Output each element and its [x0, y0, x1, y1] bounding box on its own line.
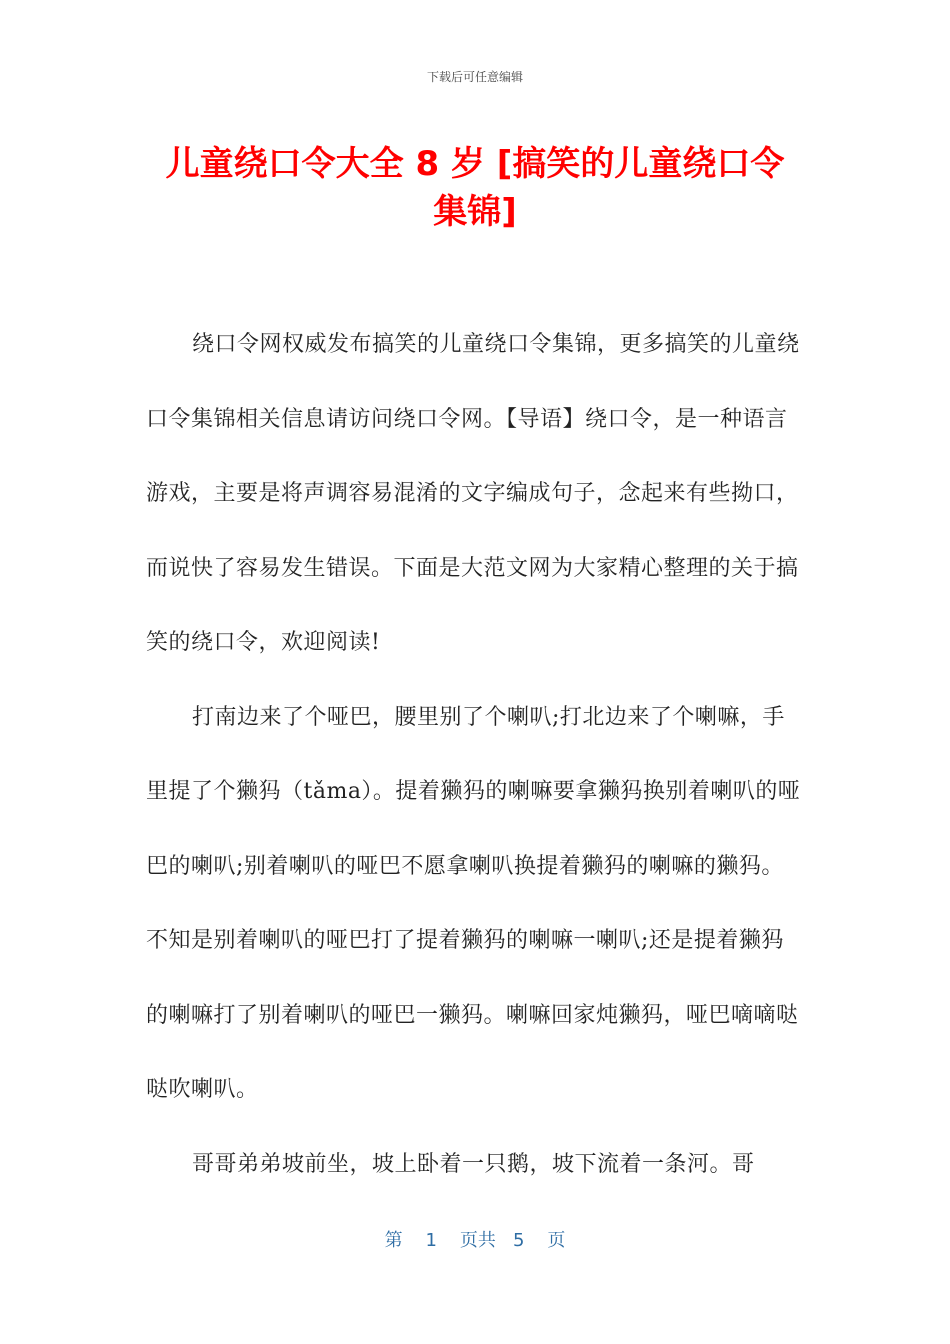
footer-current-page: 1	[425, 1230, 437, 1251]
header-note: 下载后可任意编辑	[426, 70, 523, 84]
paragraph-tongue-twister-2: 哥哥弟弟坡前坐，坡上卧着一只鹅，坡下流着一条河。哥	[192, 1151, 755, 1177]
page-footer	[0, 1226, 950, 1252]
footer-prefix: 第	[384, 1230, 403, 1251]
document-title: 儿童绕口令大全 8 岁 [搞笑的儿童绕口令集锦]	[165, 144, 785, 232]
paragraph-tongue-twister-1: 打南边来了个哑巴，腰里别了个喇叭;打北边来了个喇嘛，手里提了个獭犸（tǎma）。提着獭犸的喇嘛要拿獭犸换别着喇叭的哑巴的喇叭;别着喇叭的哑巴不愿拿喇叭换提着獭犸的喇嘛的獭犸。不知是别着喇叭的哑巴打了提着獭犸的喇嘛一喇叭;还是提着獭犸的喇嘛打了别着喇叭的哑巴一獭犸。喇嘛回家炖獭犸，哑巴嘀嘀哒哒吹喇叭。	[146, 704, 801, 1102]
footer-total-pages: 5	[513, 1230, 525, 1251]
footer-middle: 页共	[459, 1230, 496, 1251]
footer-suffix: 页	[547, 1230, 566, 1251]
paragraph-intro: 绕口令网权威发布搞笑的儿童绕口令集锦，更多搞笑的儿童绕口令集锦相关信息请访问绕口令网。【导语】绕口令，是一种语言游戏，主要是将声调容易混淆的文字编成句子，念起来有些拗口，而说快了容易发生错误。下面是大范文网为大家精心整理的关于搞笑的绕口令，欢迎阅读!	[146, 332, 800, 655]
document-body	[146, 308, 806, 1202]
